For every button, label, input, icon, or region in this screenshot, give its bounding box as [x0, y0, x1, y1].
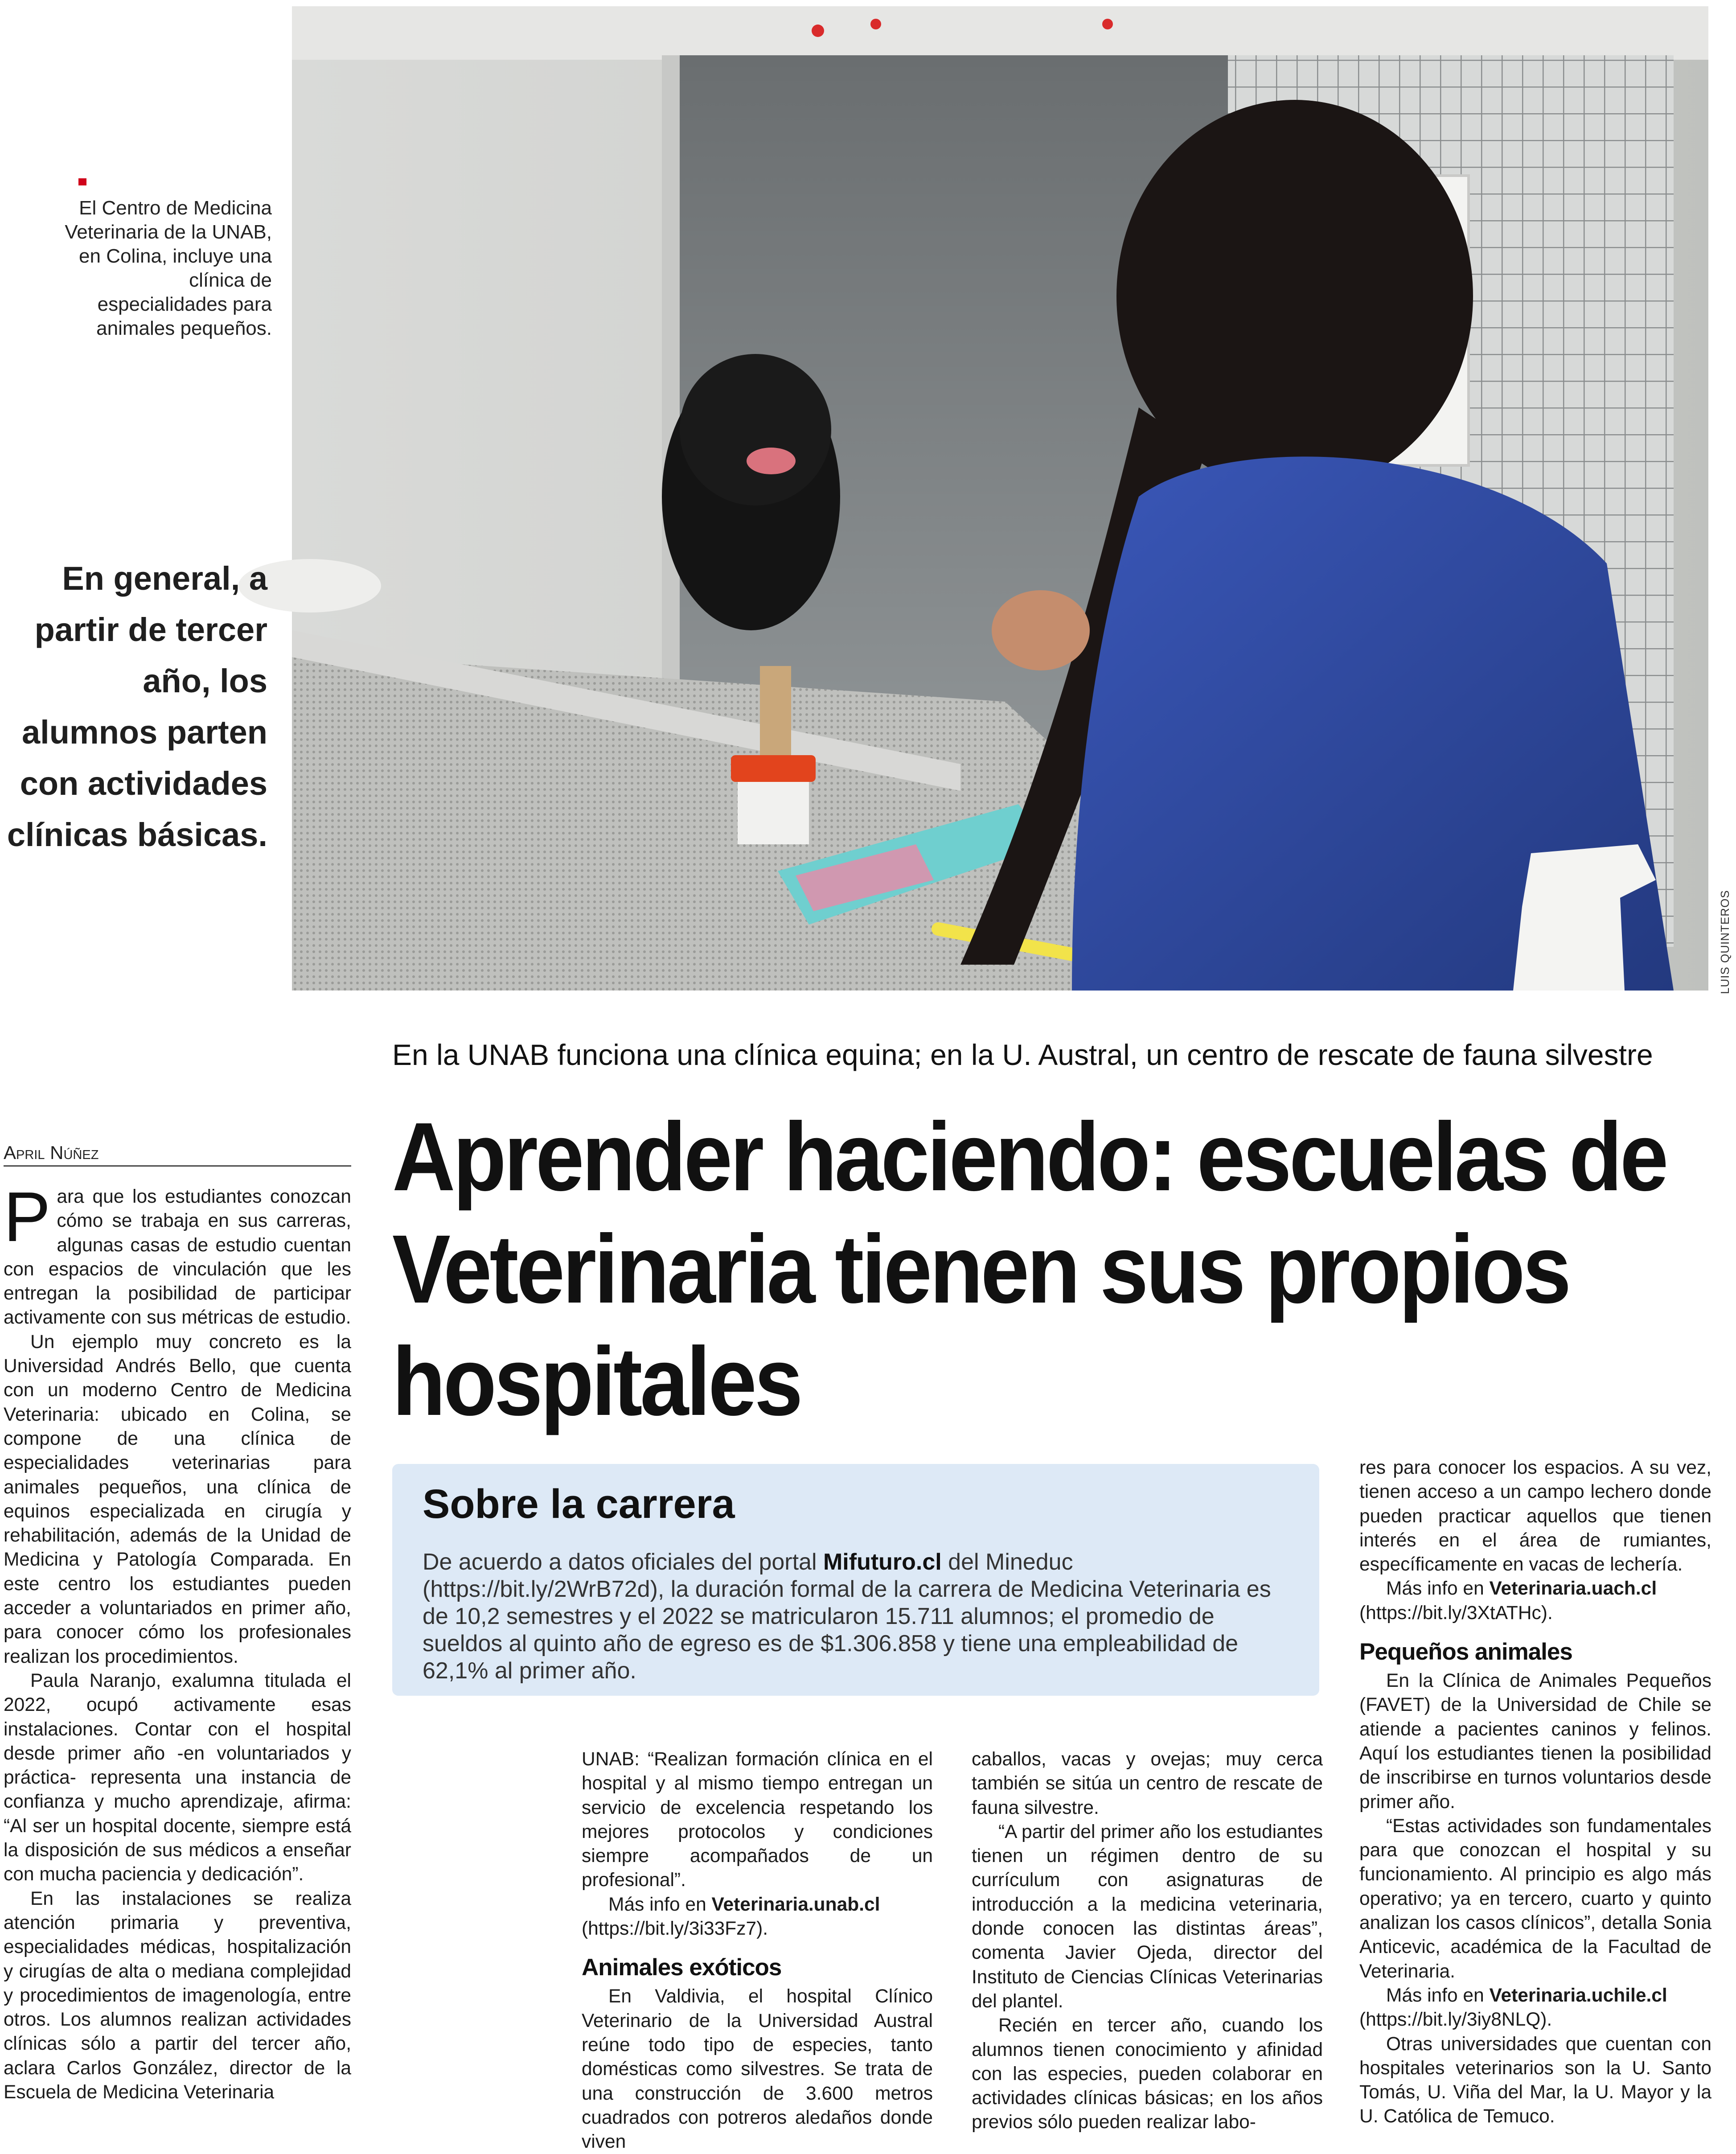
paragraph: Recién en tercer año, cuando los alumnos tienen conocimiento y afinidad con las especies, pueden colaborar en actividades clínicas básicas; en los años previos sólo pueden realizar labo-: [972, 2015, 1323, 2133]
article-column-3: [972, 1747, 1323, 2138]
paragraph: En las instalaciones se realiza atención primaria y preventiva, especialidades médicas, hospitalización y cirugías de alta o mediana complejidad y procedimientos de imagenología, entre otros. Los alumnos realizan actividades clínicas sólo a partir del tercer año, aclara Carlos González, director de la Escuela de Medicina Veterinaria: [4, 1888, 351, 2103]
headline: Aprender haciendo: escuelas de Veterinaria tienen sus propios hospitales: [392, 1103, 1666, 1436]
more-info-url[interactable]: (https://bit.ly/3XtATHc).: [1359, 1602, 1553, 1624]
paragraph: Un ejemplo muy concreto es la Universidad Andrés Bello, que cuenta con un moderno Centro de Medicina Veterinaria: ubicado en Colina, se compone de una clínica de especialidades veterinarias para animales pequeños, una clínica de equinos especializada en cirugía y rehabilitación, además de la Unidad de Medicina y Patología Comparada. En este centro los estudiantes pueden acceder a voluntariados en primer año, para conocer cómo los profesionales realizan los procedimientos.: [4, 1331, 351, 1667]
article-photo: [292, 6, 1708, 991]
sidebar-text-part: del Mineduc (https://bit.ly/2WrB72d), la duración formal de la carrera de Medicina Veterinaria es de 10,2 semestres y el 2022 se matricularon 15.711 alumnos; el promedio de sueldos al quinto año de egreso es de $1.306.858 y tiene una empleabilidad de 62,1% al primer año.: [423, 1549, 1271, 1684]
paragraph: “Estas actividades son fundamentales para que conozcan el hospital y su funcionamiento. Al principio es algo más operativo; ya en tercero, cuarto y quinto analizan los casos clínicos”, detalla Sonia Anticevic, académica de la Facultad de Veterinaria.: [1359, 1815, 1711, 1982]
paragraph: res para conocer los espacios. A su vez, tienen acceso a un campo lechero donde pueden practicar aquellos que tienen interés en el área de rumiantes, específicamente en vacas de lechería.: [1359, 1457, 1711, 1575]
more-info: [1359, 1984, 1711, 2008]
paragraph: ara que los estudiantes conozcan cómo se trabaja en sus carreras, algunas casas de estudio cuentan con espacios de vinculación que les entregan la posibilidad de participar activamente con sus métricas de estudio.: [4, 1186, 351, 1328]
sidebar-text-part: De acuerdo a datos oficiales del portal: [423, 1549, 823, 1575]
sidebar-title: Sobre la carrera: [423, 1481, 735, 1527]
paragraph: UNAB: “Realizan formación clínica en el hospital y al mismo tiempo entregan un servicio de excelencia respetando los mejores protocolos y condiciones siempre acompañados de un profesional”.: [582, 1749, 933, 1891]
subheading: Pequeños animales: [1359, 1639, 1572, 1665]
pull-quote: En general, a partir de tercer año, los alumnos parten con actividades clínicas básicas.: [7, 560, 267, 853]
sidebar-box: [392, 1464, 1319, 1696]
more-info-url[interactable]: (https://bit.ly/3i33Fz7).: [582, 1918, 768, 1940]
more-info: [1359, 1577, 1711, 1601]
more-info-url[interactable]: (https://bit.ly/3iy8NLQ).: [1359, 2009, 1552, 2031]
article-column-1: [4, 1178, 351, 2139]
subheading: Animales exóticos: [582, 1954, 782, 1981]
paragraph: En la Clínica de Animales Pequeños (FAVET) de la Universidad de Chile se atiende a pacientes caninos y felinos. Aquí los estudiantes tienen la posibilidad de inscribirse en turnos voluntarios desde primer año.: [1359, 1670, 1711, 1813]
more-info-link[interactable]: Veterinaria.uchile.cl: [1489, 1985, 1667, 2006]
paragraph: Paula Naranjo, exalumna titulada el 2022, ocupó activamente esas instalaciones. Contar con el hospital desde primer año -en voluntariados y práctica- representa una instancia de confianza y mucho aprendizaje, afirma: “Al ser un hospital docente, siempre está la disposición de sus médicos a enseñar con mucha paciencia y dedicación”.: [4, 1670, 351, 1885]
paragraph: Otras universidades que cuentan con hospitales veterinarios son la U. Santo Tomás, U. Viña del Mar, la U. Mayor y la U. Católica de Temuco.: [1359, 2033, 1711, 2127]
more-info: [582, 1893, 933, 1917]
photo-credit: LUIS QUINTEROS: [1718, 890, 1732, 994]
more-info-prefix: Más info en: [1386, 1578, 1490, 1599]
article-column-2: [582, 1747, 933, 2153]
article-column-4: [1359, 1456, 1711, 2138]
sidebar-link[interactable]: Mifuturo.cl: [823, 1549, 942, 1575]
sidebar-text: [423, 1549, 1287, 1685]
more-info-link[interactable]: Veterinaria.uach.cl: [1489, 1578, 1657, 1599]
drop-cap: P: [4, 1178, 51, 1256]
photo-caption: El Centro de Medicina Veterinaria de la UNAB, en Colina, incluye una clínica de especialidades para animales pequeños.: [65, 197, 272, 339]
byline: April Núñez: [4, 1142, 351, 1167]
paragraph: caballos, vacas y ovejas; muy cerca también se sitúa un centro de rescate de fauna silvestre.: [972, 1749, 1323, 1818]
paragraph: “A partir del primer año los estudiantes tienen un régimen dentro de su currículum con asignaturas de introducción a la medicina veterinaria, donde conocen las distintas áreas”, comenta Javier Ojeda, director del Instituto de Ciencias Clínicas Veterinarias del plantel.: [972, 1821, 1323, 2012]
caption-marker: [78, 178, 86, 185]
more-info-link[interactable]: Veterinaria.unab.cl: [711, 1894, 880, 1915]
more-info-prefix: Más info en: [1386, 1985, 1490, 2006]
paragraph: En Valdivia, el hospital Clínico Veterinario de la Universidad Austral reúne todo tipo de especies, tanto domésticas como silvestres. Se trata de una construcción de 3.600 metros cuadrados con potreros aledaños donde viven: [582, 1986, 933, 2153]
more-info-prefix: Más info en: [608, 1894, 712, 1915]
kicker: En la UNAB funciona una clínica equina; en la U. Austral, un centro de rescate de fauna silvestre: [392, 1038, 1653, 1071]
clinic-photo-icon: [292, 6, 1708, 991]
